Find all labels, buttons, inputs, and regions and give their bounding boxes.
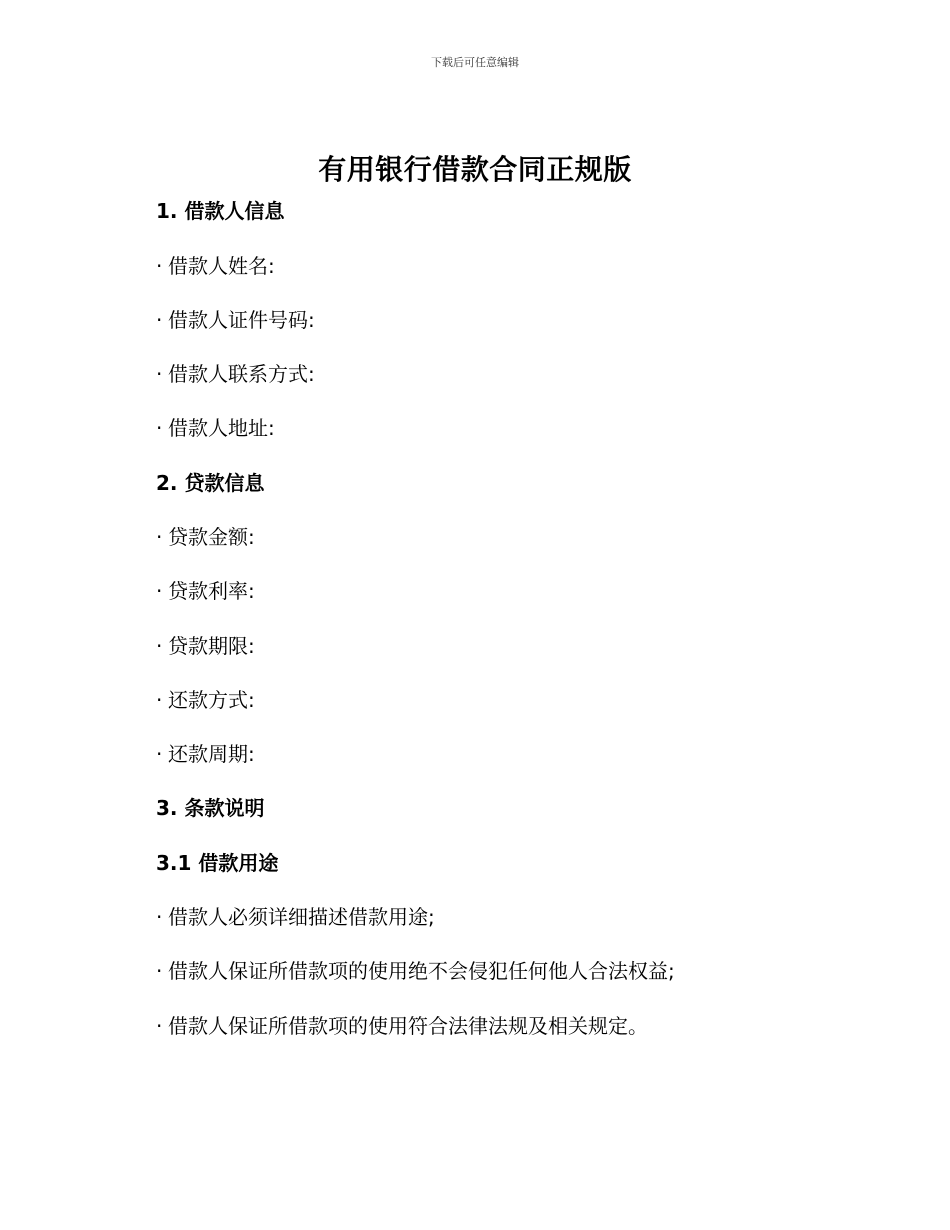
list-item-label: 还款周期: xyxy=(168,742,255,766)
list-item xyxy=(156,903,435,931)
list-item xyxy=(156,414,275,442)
list-item-label: 贷款期限: xyxy=(168,634,255,658)
bullet-icon: · xyxy=(156,416,163,440)
list-item xyxy=(156,306,315,334)
section-heading-loan-info: 2. 贷款信息 xyxy=(156,471,265,495)
bullet-icon: · xyxy=(156,688,163,712)
list-item-label: 借款人姓名: xyxy=(168,254,275,278)
page-header: 下载后可任意编辑 xyxy=(431,56,519,69)
list-item-label: 借款人证件号码: xyxy=(168,308,315,332)
list-item-label: 借款人地址: xyxy=(168,416,275,440)
list-item-label: 借款人联系方式: xyxy=(168,362,315,386)
bullet-icon: · xyxy=(156,634,163,658)
list-item-label: 借款人保证所借款项的使用符合法律法规及相关规定。 xyxy=(168,1014,648,1038)
list-item xyxy=(156,252,275,280)
list-item-label: 还款方式: xyxy=(168,688,255,712)
subsection-heading-loan-purpose: 3.1 借款用途 xyxy=(156,851,279,875)
list-item-label: 贷款利率: xyxy=(168,579,255,603)
bullet-icon: · xyxy=(156,1014,163,1038)
bullet-icon: · xyxy=(156,362,163,386)
bullet-icon: · xyxy=(156,905,163,929)
list-item-label: 借款人保证所借款项的使用绝不会侵犯任何他人合法权益; xyxy=(168,959,675,983)
list-item xyxy=(156,523,255,551)
list-item-label: 借款人必须详细描述借款用途; xyxy=(168,905,435,929)
section-heading-terms: 3. 条款说明 xyxy=(156,796,265,820)
bullet-icon: · xyxy=(156,525,163,549)
list-item xyxy=(156,360,315,388)
list-item xyxy=(156,632,255,660)
list-item xyxy=(156,1012,648,1040)
list-item xyxy=(156,577,255,605)
list-item-label: 贷款金额: xyxy=(168,525,255,549)
bullet-icon: · xyxy=(156,579,163,603)
list-item xyxy=(156,957,675,985)
section-heading-borrower-info: 1. 借款人信息 xyxy=(156,199,285,223)
bullet-icon: · xyxy=(156,308,163,332)
bullet-icon: · xyxy=(156,742,163,766)
list-item xyxy=(156,686,255,714)
list-item xyxy=(156,740,255,768)
document-title: 有用银行借款合同正规版 xyxy=(318,153,632,186)
bullet-icon: · xyxy=(156,959,163,983)
bullet-icon: · xyxy=(156,254,163,278)
